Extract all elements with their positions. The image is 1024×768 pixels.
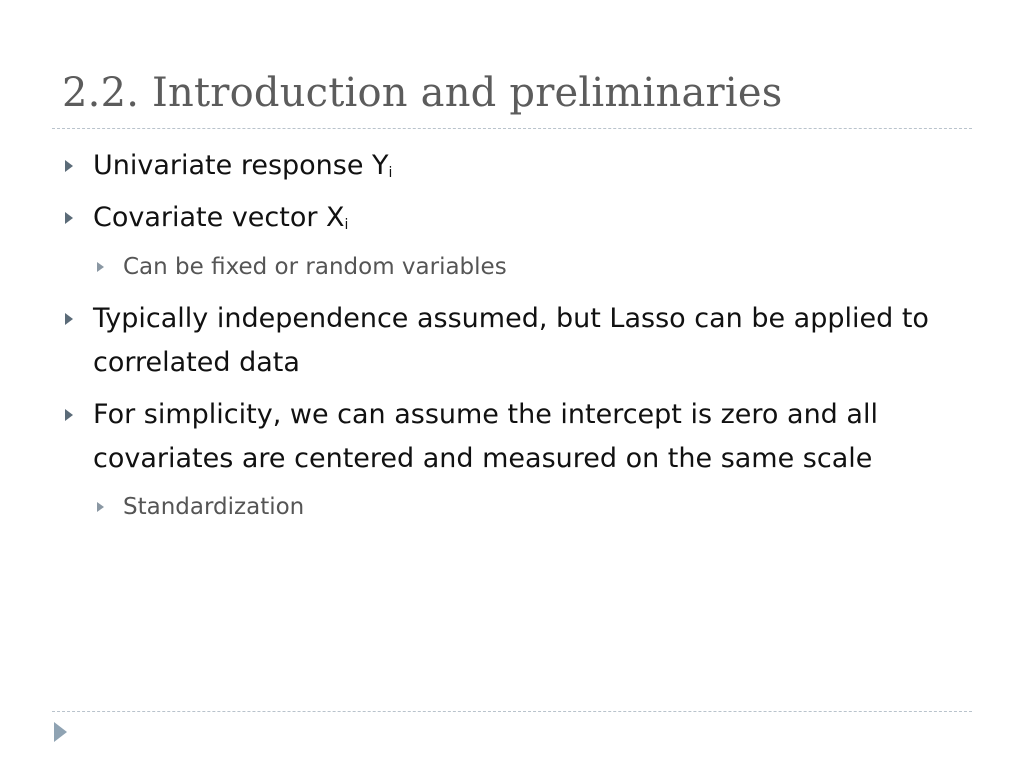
- triangle-right-icon: [65, 160, 73, 172]
- triangle-right-icon: [65, 212, 73, 224]
- bullet-independence: Typically independence assumed, but Lasso can be applied to correlated data: [93, 303, 929, 378]
- bullet-covariate-vector: [93, 196, 973, 240]
- bullet-text: Univariate response Y: [93, 150, 389, 181]
- sub-bullet-fixed-or-random: Can be fixed or random variables: [123, 254, 507, 280]
- subscript: i: [388, 165, 393, 181]
- subscript: i: [344, 217, 349, 233]
- bullet-univariate-response: [93, 144, 973, 188]
- triangle-right-icon: [65, 409, 73, 421]
- triangle-right-icon: [97, 262, 104, 272]
- title-divider: [52, 128, 972, 129]
- bullet-text: Covariate vector X: [93, 202, 345, 233]
- sub-bullet-standardization: Standardization: [123, 494, 305, 520]
- play-arrow-icon[interactable]: [54, 722, 67, 742]
- triangle-right-icon: [97, 502, 104, 512]
- bullet-simplicity: For simplicity, we can assume the intercept is zero and all covariates are centered and measured on the same scale: [93, 399, 878, 474]
- footer-divider: [52, 711, 972, 712]
- triangle-right-icon: [65, 313, 73, 325]
- slide-title: 2.2. Introduction and preliminaries: [62, 70, 783, 116]
